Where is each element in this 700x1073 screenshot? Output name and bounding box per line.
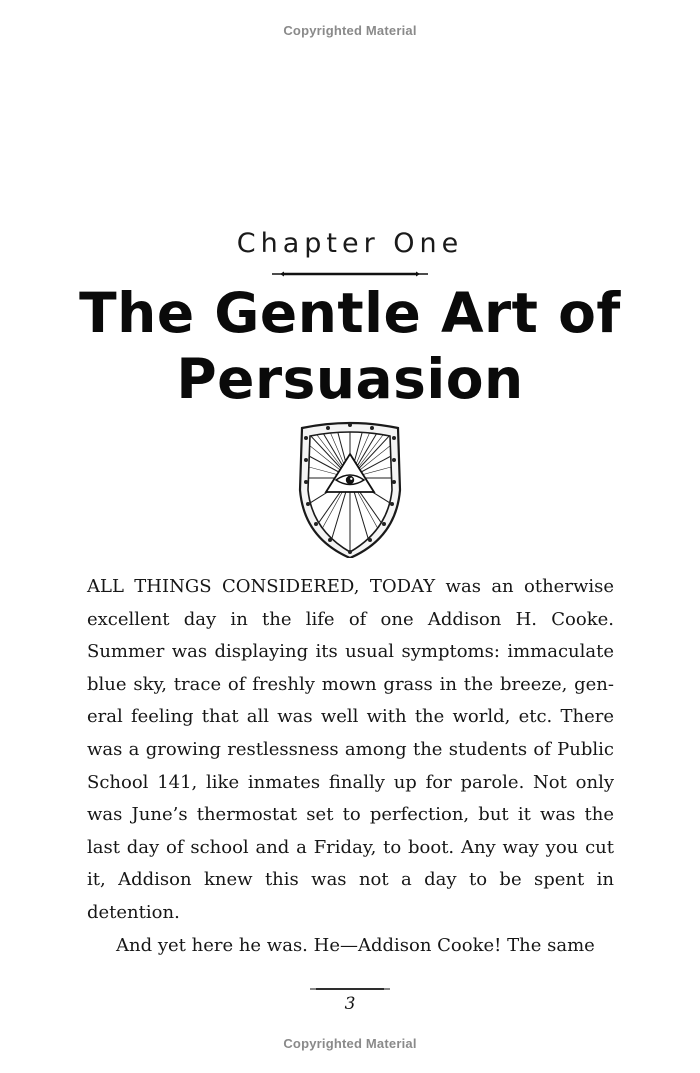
chapter-label: Chapter One: [236, 228, 464, 259]
chapter-title: [0, 280, 700, 412]
chapter-title-line-2: Persuasion: [176, 347, 524, 411]
page-number: 3: [344, 994, 356, 1014]
copyright-watermark-top: Copyrighted Material: [283, 23, 417, 38]
chapter-divider-rule: [272, 270, 428, 278]
chapter-body-text: [87, 571, 614, 962]
copyright-watermark-bottom: Copyrighted Material: [283, 1036, 417, 1051]
body-paragraph-2: And yet here he was. He—Addison Cooke! The same: [116, 934, 595, 956]
chapter-title-line-1: The Gentle Art of: [79, 281, 621, 345]
body-paragraph-1: ALL THINGS CONSIDERED, TODAY was an otherwise excellent day in the life of one Addison H. Cooke. Summer was displaying its usual symptoms: immaculate blue sky, trace of freshly mown grass in the breeze, general feeling that all was well with the world, etc. There was a growing restlessness among the students of Public School 141, like inmates finally up for parole. Not only was June’s thermostat set to perfection, but it was the last day of school and a Friday, to boot. Any way you cut it, Addison knew this was not a day to be spent in detention.: [87, 576, 614, 923]
page-number-rule: [310, 986, 390, 992]
shield-eye-pyramid-icon: [294, 418, 406, 558]
